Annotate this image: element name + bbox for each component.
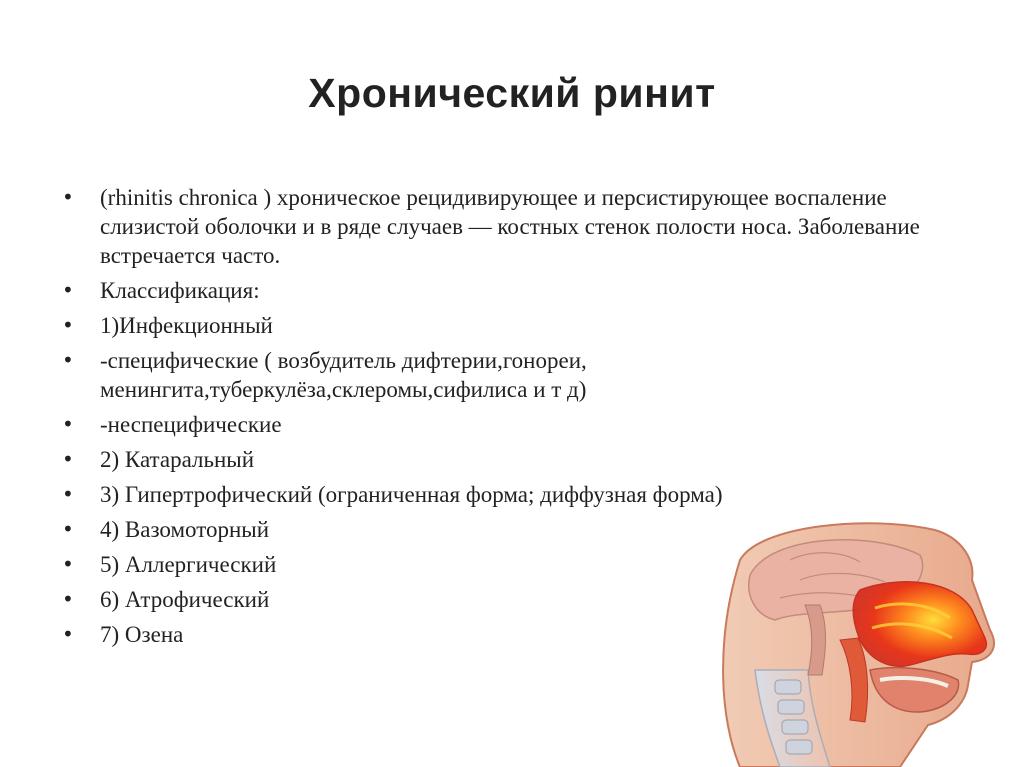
nasal-anatomy-illustration [700, 520, 1000, 767]
bullet-text: 4) Вазомоторный [100, 517, 270, 542]
list-item [60, 445, 940, 474]
list-item [60, 410, 940, 439]
bullet-icon: • [62, 348, 74, 372]
bullet-text: (rhinitis chronica ) хроническое рецидивирующее и персистирующее воспаление слизистой оболочки и в ряде случаев — костных стенок полости носа. Заболевание встречается часто. [100, 185, 920, 268]
bullet-text: 3) Гипертрофический (ограниченная форма; диффузная форма) [100, 482, 723, 507]
bullet-text: -специфические ( возбудитель дифтерии,гонореи, менингита,туберкулёза,склеромы,сифилиса и т д) [100, 348, 587, 402]
slide-title: Хронический ринит [308, 70, 716, 116]
bullet-icon: • [62, 552, 74, 576]
bullet-icon: • [62, 482, 74, 506]
bullet-icon: • [62, 313, 74, 337]
list-item [60, 480, 940, 509]
bullet-icon: • [62, 622, 74, 646]
bullet-icon: • [62, 447, 74, 471]
list-item [60, 311, 940, 340]
bullet-text: 7) Озена [100, 622, 184, 647]
bullet-text: 1)Инфекционный [100, 313, 273, 338]
bullet-icon: • [62, 278, 74, 302]
bullet-text: 2) Катаральный [100, 447, 255, 472]
bullet-icon: • [62, 185, 74, 209]
bullet-text: Классификация: [100, 278, 260, 303]
bullet-icon: • [62, 587, 74, 611]
list-item [60, 346, 940, 404]
bullet-icon: • [62, 412, 74, 436]
list-item [60, 276, 940, 305]
bullet-text: 5) Аллергический [100, 552, 277, 577]
list-item [60, 183, 940, 270]
bullet-text: -неспецифические [100, 412, 282, 437]
bullet-icon: • [62, 517, 74, 541]
bullet-text: 6) Атрофический [100, 587, 270, 612]
